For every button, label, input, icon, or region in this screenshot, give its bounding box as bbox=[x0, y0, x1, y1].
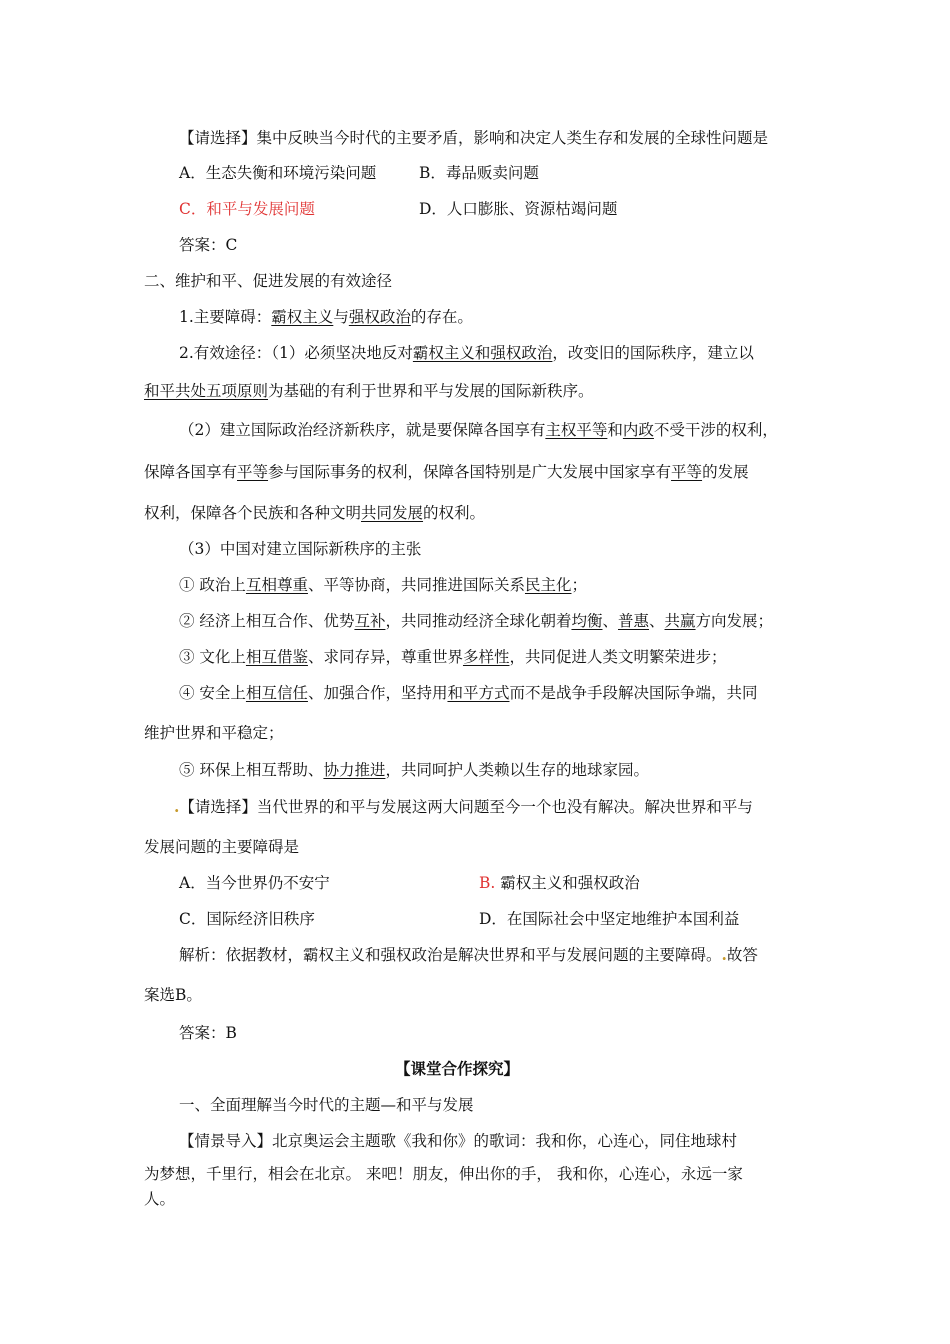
key-term: 互补 bbox=[354, 612, 386, 630]
proposal-item-3 bbox=[179, 647, 727, 667]
proposal-item-4-line2: 维护世界和平稳定； bbox=[144, 724, 284, 742]
key-term: 平等 bbox=[237, 463, 269, 481]
text: 、 bbox=[649, 612, 665, 630]
text: ，共同呵护人类赖以生存的地球家园。 bbox=[385, 761, 649, 779]
text: ⑤ 环保上相互帮助、 bbox=[179, 761, 324, 779]
key-term: 互相尊重 bbox=[245, 576, 308, 594]
bullet-mark: . bbox=[174, 797, 180, 816]
proposal-item-4-line1 bbox=[179, 683, 758, 703]
text: 方向发展； bbox=[695, 612, 774, 630]
text: ① 政治上 bbox=[179, 576, 246, 594]
scene-intro-line1: 【情景导入】北京奥运会主题歌《我和你》的歌词：我和你，心连心，同住地球村 bbox=[179, 1132, 738, 1150]
text: 、加强合作，坚持用 bbox=[307, 684, 448, 702]
key-term: 协力推进 bbox=[323, 761, 386, 779]
question-1-stem: 【请选择】集中反映当今时代的主要矛盾，影响和决定人类生存和发展的全球性问题是 bbox=[179, 129, 769, 147]
proposal-item-5 bbox=[179, 760, 649, 780]
key-term: 相互信任 bbox=[245, 684, 308, 702]
q2-analysis-line1 bbox=[179, 945, 758, 965]
q2-option-b bbox=[479, 873, 640, 893]
text: 的发展 bbox=[702, 463, 749, 481]
q2-option-a: A．当今世界仍不安宁 bbox=[179, 874, 330, 892]
section-subtitle: 一、全面理解当今时代的主题—和平与发展 bbox=[179, 1096, 474, 1114]
q2-answer: 答案：B bbox=[179, 1024, 237, 1042]
key-term: 内政 bbox=[622, 421, 654, 439]
text: 的权利。 bbox=[423, 504, 486, 522]
q1-option-b: B．毒品贩卖问题 bbox=[419, 164, 539, 182]
text: 而不是战争手段解决国际争端，共同 bbox=[509, 684, 758, 702]
text: 与 bbox=[333, 308, 349, 326]
proposal-item-2 bbox=[179, 611, 773, 631]
key-term: 霸权主义和强权政治 bbox=[412, 344, 553, 362]
text: 、 bbox=[602, 612, 618, 630]
text: 和 bbox=[607, 421, 623, 439]
key-term: 霸权主义 bbox=[271, 308, 334, 326]
key-term: 平等 bbox=[671, 463, 703, 481]
text: 不受干涉的权利， bbox=[653, 421, 778, 439]
q2-option-d: D．在国际社会中坚定地维护本国利益 bbox=[479, 910, 740, 928]
text: 故答 bbox=[726, 946, 758, 964]
correct-option-letter: B. bbox=[479, 874, 496, 892]
scene-intro-line2: 为梦想，千里行，相会在北京。 来吧！朋友，伸出你的手， 我和你，心连心，永远一家 bbox=[144, 1165, 743, 1183]
text: 霸权主义和强权政治 bbox=[495, 874, 640, 892]
proposal-item-1 bbox=[179, 575, 587, 595]
key-term: 相互借鉴 bbox=[245, 648, 308, 666]
key-term: 共同发展 bbox=[361, 504, 424, 522]
text: ，共同推动经济全球化朝着 bbox=[385, 612, 572, 630]
key-term: 和平方式 bbox=[447, 684, 510, 702]
order-paragraph-line3 bbox=[144, 503, 485, 523]
q2-analysis-line2: 案选B。 bbox=[144, 986, 202, 1004]
text: 【请选择】当代世界的和平与发展这两大问题至今一个也没有解决。解决世界和平与 bbox=[179, 798, 753, 816]
q1-option-c: C．和平与发展问题 bbox=[179, 200, 315, 218]
text: 2.有效途径：（1）必须坚决地反对 bbox=[179, 344, 413, 362]
section-heading: 二、维护和平、促进发展的有效途径 bbox=[144, 272, 393, 290]
key-term: 民主化 bbox=[524, 576, 572, 594]
proposal-heading: （3）中国对建立国际新秩序的主张 bbox=[179, 540, 422, 558]
text: ； bbox=[571, 576, 587, 594]
key-term: 主权平等 bbox=[545, 421, 608, 439]
text: ② 经济上相互合作、优势 bbox=[179, 612, 355, 630]
obstacle-paragraph bbox=[179, 307, 473, 327]
section-title: 【课堂合作探究】 bbox=[395, 1059, 520, 1078]
text: ③ 文化上 bbox=[179, 648, 246, 666]
order-paragraph-line1 bbox=[179, 420, 778, 440]
question-2-stem-line2: 发展问题的主要障碍是 bbox=[144, 838, 300, 856]
order-paragraph-line2 bbox=[144, 462, 749, 482]
text: ，共同促进人类文明繁荣进步； bbox=[509, 648, 727, 666]
text: 、求同存异，尊重世界 bbox=[307, 648, 463, 666]
q1-option-d: D．人口膨胀、资源枯竭问题 bbox=[419, 200, 618, 218]
scene-intro-line3: 人。 bbox=[144, 1190, 176, 1208]
path-paragraph-line1 bbox=[179, 343, 754, 363]
text: ④ 安全上 bbox=[179, 684, 246, 702]
key-term: 多样性 bbox=[462, 648, 510, 666]
key-term: 普惠 bbox=[618, 612, 650, 630]
text: 权利，保障各个民族和各种文明 bbox=[144, 504, 362, 522]
text: 1.主要障碍： bbox=[179, 308, 272, 326]
q1-answer: 答案：C bbox=[179, 236, 238, 254]
key-term: 均衡 bbox=[571, 612, 603, 630]
q2-option-c: C．国际经济旧秩序 bbox=[179, 910, 315, 928]
key-term: 和平共处五项原则 bbox=[144, 382, 269, 400]
text: 参与国际事务的权利，保障各国特别是广大发展中国家享有 bbox=[268, 463, 672, 481]
path-paragraph-line2 bbox=[144, 381, 594, 401]
text: 为基础的有利于世界和平与发展的国际新秩序。 bbox=[268, 382, 594, 400]
text: （2）建立国际政治经济新秩序，就是要保障各国享有 bbox=[179, 421, 546, 439]
q1-option-a: A．生态失衡和环境污染问题 bbox=[179, 164, 377, 182]
bullet-mark: . bbox=[721, 945, 727, 964]
key-term: 强权政治 bbox=[348, 308, 411, 326]
text: 的存在。 bbox=[410, 308, 473, 326]
question-2-stem-line1 bbox=[174, 797, 753, 817]
text: ，改变旧的国际秩序，建立以 bbox=[552, 344, 754, 362]
key-term: 共赢 bbox=[664, 612, 696, 630]
text: 解析：依据教材，霸权主义和强权政治是解决世界和平与发展问题的主要障碍。 bbox=[179, 946, 722, 964]
text: 、平等协商，共同推进国际关系 bbox=[307, 576, 525, 594]
text: 保障各国享有 bbox=[144, 463, 238, 481]
